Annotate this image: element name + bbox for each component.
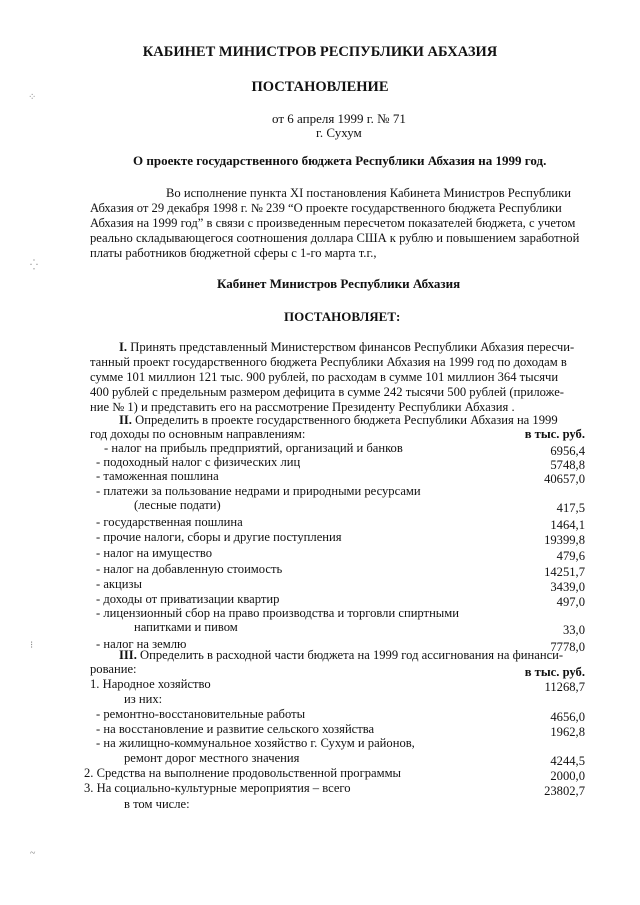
subject-line: О проекте государственного бюджета Республики Абхазия на 1999 год. [133, 153, 547, 168]
expense-item-label: - на восстановление и развитие сельского хозяйства [96, 722, 375, 736]
section1-line-3: сумме 101 миллион 121 тыс. 900 рублей, по расходам в сумме 101 миллион 364 тысячи [90, 370, 559, 384]
revenue-item-value: 33,0 [562, 623, 585, 637]
revenue-item-label: напитками и пивом [134, 620, 238, 634]
expense-item-value: 1962,8 [550, 725, 585, 739]
revenue-item-label: - платежи за пользование недрами и природными ресурсами [96, 484, 421, 498]
section1-line-2: танный проект государственного бюджета Республики Абхазия на 1999 год по доходам в [90, 355, 567, 369]
scan-mark: ⁛ [30, 260, 38, 271]
revenue-item-label: - доходы от приватизации квартир [96, 592, 280, 606]
revenue-item-value: 19399,8 [544, 533, 585, 547]
revenue-item-value: 7778,0 [550, 640, 585, 654]
revenue-item-label: - государственная пошлина [96, 515, 243, 529]
revenue-item-value: 497,0 [556, 595, 585, 609]
section1-line-5: ние № 1) и представить его на рассмотрение Президенту Республики Абхазия . [90, 400, 515, 414]
scan-mark: ⁘ [28, 92, 37, 103]
preamble-line-1: Во исполнение пункта XI постановления Кабинета Министров Республики [166, 186, 571, 200]
revenue-item-value: 417,5 [556, 501, 585, 515]
section2-line-1: Определить в проекте государственного бюджета Республики Абхазия на 1999 [135, 413, 558, 427]
revenue-item-label: - налог на землю [96, 637, 187, 651]
section3-unit: в тыс. руб. [524, 665, 585, 679]
section2-line-2: год доходы по основным направлениям: [90, 427, 306, 441]
section1-line-1: Принять представленный Министерством финансов Республики Абхазия пересчи- [130, 340, 575, 354]
section2-number: II. [119, 413, 132, 427]
expense-item-label: в том числе: [124, 797, 190, 811]
scan-mark: ⁝ [30, 640, 34, 651]
expense-item-label: 2. Средства на выполнение продовольственной программы [84, 766, 402, 780]
section3-line-2: рование: [90, 662, 137, 676]
section3-line-1: Определить в расходной части бюджета на 1999 год ассигнования на финанси- [140, 648, 564, 662]
cabinet-title: КАБИНЕТ МИНИСТРОВ РЕСПУБЛИКИ АБХАЗИЯ [142, 44, 498, 60]
revenue-item-label: - налог на имущество [96, 546, 213, 560]
section1-first-line [119, 340, 574, 355]
preamble-line-5: платы работников бюджетной сферы с 1-го марта т.г., [90, 246, 377, 260]
expense-item-label: - ремонтно-восстановительные работы [96, 707, 306, 721]
section3-first-line [119, 648, 563, 663]
revenue-item-value: 479,6 [556, 549, 585, 563]
expense-item-label: - на жилищно-коммунальное хозяйство г. Сухум и районов, [96, 736, 415, 750]
expense-item-value: 2000,0 [550, 769, 585, 783]
revenue-item-label: - акцизы [96, 577, 142, 591]
section2-unit: в тыс. руб. [524, 427, 585, 441]
cabinet-name: Кабинет Министров Республики Абхазия [217, 276, 461, 291]
preamble-line-2: Абхазия от 29 декабря 1998 г. № 239 “О проекте государственного бюджета Республики [90, 201, 562, 215]
revenue-item-label: - налог на прибыль предприятий, организаций и банков [104, 441, 403, 455]
expense-item-label: из них: [124, 692, 163, 706]
expense-item-label: 3. На социально-культурные мероприятия – всего [84, 781, 351, 795]
section1-number: I. [119, 340, 128, 354]
revenue-item-label: - лицензионный сбор на право производства и торговли спиртными [96, 606, 459, 620]
revenue-item-label: - подоходный налог с физических лиц [96, 455, 301, 469]
expense-item-label: 1. Народное хозяйство [90, 677, 211, 691]
revenue-item-value: 40657,0 [544, 472, 585, 486]
expense-item-value: 11268,7 [544, 680, 585, 694]
preamble-line-4: реально складывающегося соотношения доллара США к рублю и повышением заработной [90, 231, 580, 245]
revenue-item-label: - таможенная пошлина [96, 469, 219, 483]
revenue-item-value: 5748,8 [550, 458, 585, 472]
date-number: от 6 апреля 1999 г. № 71 [272, 111, 406, 126]
expense-item-label: ремонт дорог местного значения [124, 751, 300, 765]
revenue-item-value: 3439,0 [550, 580, 585, 594]
revenue-item-value: 1464,1 [550, 518, 585, 532]
revenue-item-value: 14251,7 [544, 565, 585, 579]
section1-line-4: 400 рублей с предельным размером дефицита в сумме 242 тысячи 500 рублей (приложе- [90, 385, 564, 399]
scan-mark: ~ [30, 848, 36, 859]
expense-item-value: 23802,7 [544, 784, 585, 798]
revenue-item-label: (лесные подати) [134, 498, 221, 512]
expense-item-value: 4656,0 [550, 710, 585, 724]
revenue-item-label: - прочие налоги, сборы и другие поступления [96, 530, 342, 544]
resolves-heading: ПОСТАНОВЛЯЕТ: [284, 309, 401, 324]
city: г. Сухум [316, 125, 362, 140]
section2-first-line [119, 413, 558, 428]
revenue-item-value: 6956,4 [550, 444, 585, 458]
revenue-item-label: - налог на добавленную стоимость [96, 562, 283, 576]
section3-number: III. [119, 648, 137, 662]
preamble-line-3: Абхазия на 1999 год” в связи с произведенным пересчетом показателей бюджета, с учетом [90, 216, 576, 230]
expense-item-value: 4244,5 [550, 754, 585, 768]
doc-type-title: ПОСТАНОВЛЕНИЕ [251, 79, 389, 95]
